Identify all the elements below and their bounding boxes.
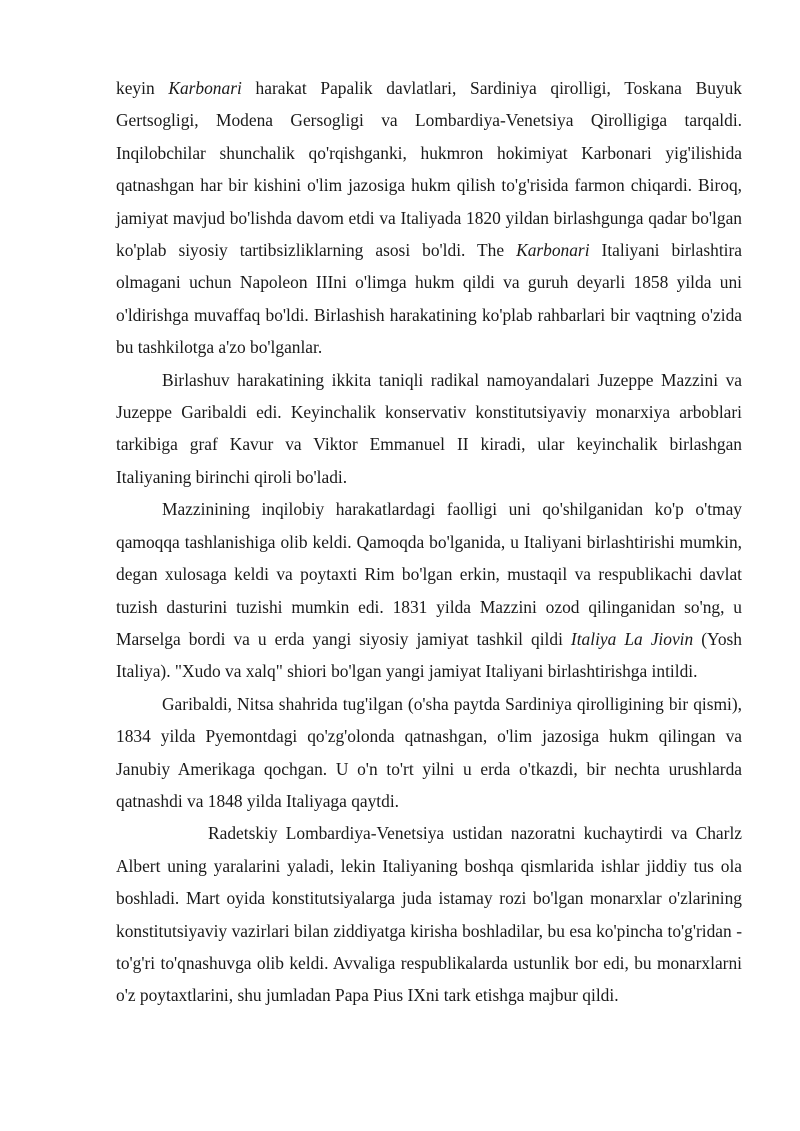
paragraph-radetsky: Radetskiy Lombardiya-Venetsiya ustidan nazoratni kuchaytirdi va Charlz Albert uning yaralarini yaladi, lekin Italiyaning boshqa qismlarida ishlar jiddiy tus ola boshladi. Mart oyida konstitutsiyalarga juda istamay rozi bo'lgan monarxlar o'zlarining konstitutsiyaviy vazirlari bilan ziddiyatga kirisha boshladilar, bu esa ko'pincha to'g'ridan -to'g'ri to'qnashuvga olib keldi. Avvaliga respublikalarda ustunlik bor edi, bu monarxlarni o'z poytaxtlarini, shu jumladan Papa Pius IXni tark etishga majbur qildi.	[116, 823, 742, 1006]
paragraph-text: Mazzinining inqilobiy harakatlardagi faolligi uni qo'shilganidan ko'p o'tmay qamoqqa tashlanishiga olib keldi. Qamoqda bo'lganida, u Italiyani birlashtirishi mumkin, degan xulosaga keldi va poytaxti Rim bo'lgan erkin, mustaqil va respublikachi davlat tuzish dasturini tuzishi mumkin edi. 1831 yilda Mazzini ozod qilinganidan so'ng, u Marselga bordi va u erda yangi siyosiy jamiyat tashkil qildi	[116, 499, 742, 649]
paragraph-text: (Yosh Italiya). "Xudo va xalq" shiori bo'lgan yangi jamiyat Italiyani birlashtirishga intildi.	[116, 628, 742, 682]
paragraph-karbonari	[116, 72, 742, 364]
paragraph-garibaldi: Garibaldi, Nitsa shahrida tug'ilgan (o'sha paytda Sardiniya qirolligining bir qismi), 1834 yilda Pyemontdagi qo'zg'olonda qatnashgan, o'lim jazosiga hukm qilingan va Janubiy Amerikaga qochgan. U o'n to'rt yilni u erda o'tkazdi, bir nechta urushlarda qatnashdi va 1848 yilda Italiyaga qaytdi.	[116, 693, 742, 811]
italic-term-karbonari: Karbonari	[516, 240, 590, 261]
document-body	[116, 72, 742, 1012]
paragraph-text: Italiyani birlashtira olmagani uchun Napoleon IIIni o'limga hukm qildi va guruh deyarli 1858 yilda uni o'ldirishga muvaffaq bo'ldi. Birlashish harakatining ko'plab rahbarlari bir vaqtning o'zida bu tashkilotga a'zo bo'lganlar.	[116, 240, 742, 358]
paragraph-mazzini	[116, 493, 742, 687]
paragraph-text: harakat Papalik davlatlari, Sardiniya qirolligi, Toskana Buyuk Gertsogligi, Modena Gersogligi va Lombardiya-Venetsiya Qirolligiga tarqaldi. Inqilobchilar shunchalik qo'rqishganki, hukmron hokimiyat Karbonari yig'ilishida qatnashgan har bir kishini o'lim jazosiga hukm qilish to'g'risida farmon chiqardi. Biroq, jamiyat mavjud bo'lishda davom etdi va Italiyada 1820 yildan birlashgunga qadar bo'lgan ko'plab siyosiy tartibsizliklarning asosi bo'ldi. The	[116, 78, 742, 261]
italic-term-karbonari: Karbonari	[168, 78, 242, 98]
paragraph-radicals: Birlashuv harakatining ikkita taniqli radikal namoyandalari Juzeppe Mazzini va Juzeppe Garibaldi edi. Keyinchalik konservativ konstitutsiyaviy monarxiya arboblari tarkibiga graf Kavur va Viktor Emmanuel II kiradi, ular keyinchalik birlashgan Italiyaning birinchi qiroli bo'ladi.	[116, 369, 742, 487]
paragraph-text: keyin	[116, 78, 169, 98]
italic-term-young-italy: Italiya La Jiovin	[570, 628, 694, 649]
